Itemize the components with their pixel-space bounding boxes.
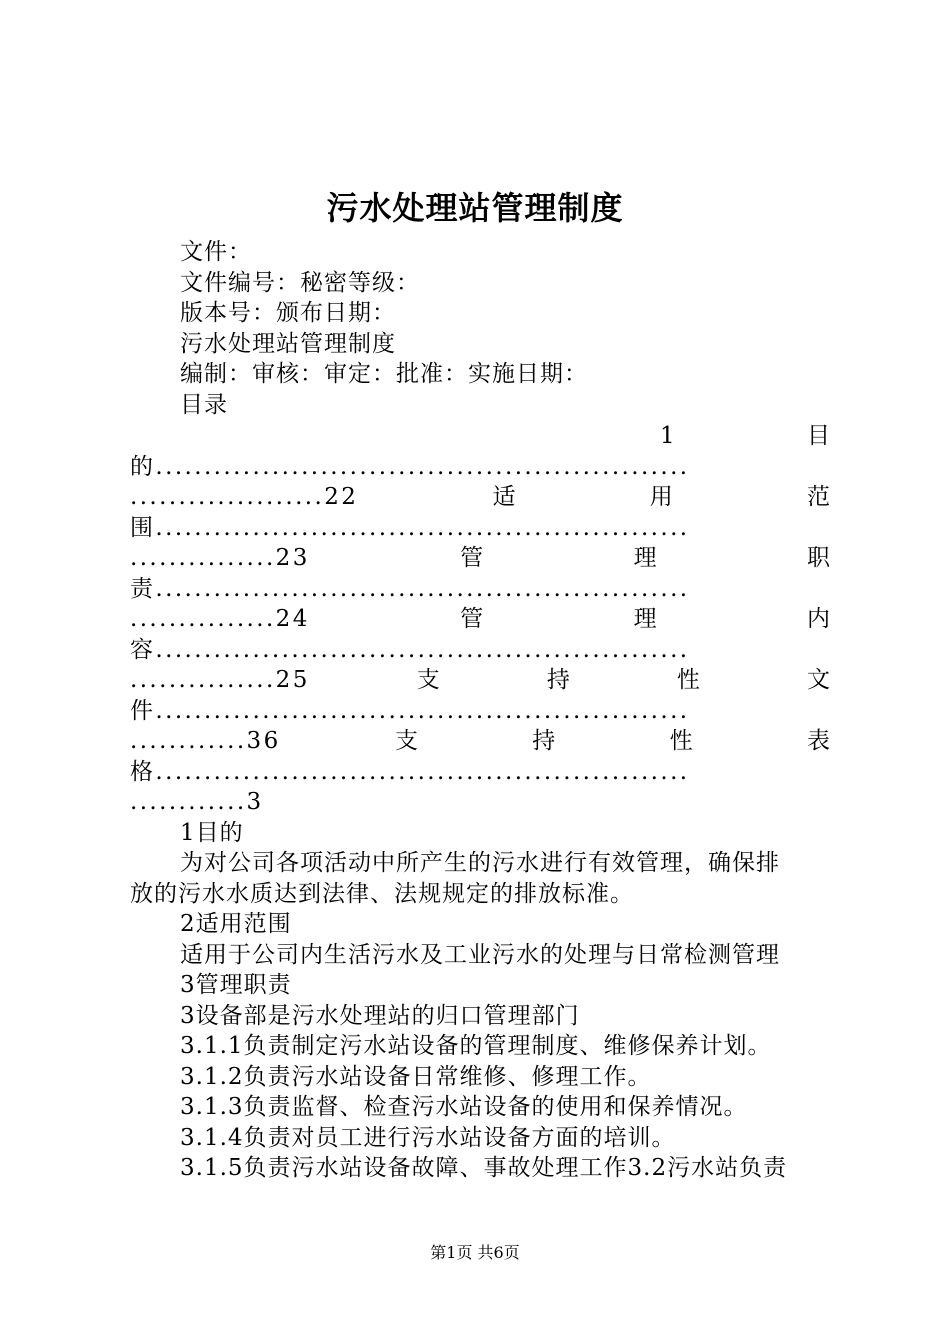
header-line-file: 文件： — [180, 239, 252, 265]
paragraph-line: 3.1.1负责制定污水站设备的管理制度、维修保养计划。 — [180, 1033, 772, 1059]
toc-row: 件....................................................... — [130, 698, 690, 724]
toc-row: ............36 支 持 性 表 — [130, 728, 830, 754]
header-line-approval: 编制：审核：审定：批准：实施日期： — [180, 361, 588, 387]
toc-row: ...............24 管 理 内 — [130, 606, 830, 632]
paragraph-line: 3.1.5负责污水站设备故障、事故处理工作3.2污水站负责 — [180, 1155, 788, 1181]
paragraph-line: 3.1.3负责监督、检查污水站设备的使用和保养情况。 — [180, 1094, 748, 1120]
toc-heading: 目录 — [180, 392, 228, 418]
toc-row: 的....................................................... — [130, 454, 690, 480]
paragraph-line: 为对公司各项活动中所产生的污水进行有效管理，确保排 — [180, 850, 780, 876]
toc-row: 责....................................................... — [130, 576, 690, 602]
document-title: 污水处理站管理制度 — [326, 189, 624, 227]
paragraph-line: 3.1.4负责对员工进行污水站设备方面的培训。 — [180, 1125, 676, 1151]
toc-row: ...............23 管 理 职 — [130, 545, 830, 571]
section-heading: 1目的 — [180, 820, 244, 846]
toc-row: 格....................................................... — [130, 759, 690, 785]
paragraph-line: 放的污水水质达到法律、法规规定的排放标准。 — [130, 881, 634, 907]
paragraph-line: 3设备部是污水处理站的归口管理部门 — [180, 1003, 580, 1029]
section-heading: 3管理职责 — [180, 972, 292, 998]
toc-row: 1 目 — [660, 423, 830, 449]
header-line-file-number: 文件编号：秘密等级： — [180, 270, 420, 296]
header-line-version: 版本号：颁布日期： — [180, 300, 396, 326]
toc-row: 容....................................................... — [130, 637, 690, 663]
toc-row: ............3 — [130, 789, 264, 815]
header-line-doc-name: 污水处理站管理制度 — [180, 331, 396, 357]
toc-row: 围....................................................... — [130, 515, 690, 541]
section-heading: 2适用范围 — [180, 911, 292, 937]
paragraph-line: 适用于公司内生活污水及工业污水的处理与日常检测管理 — [180, 942, 780, 968]
page-footer: 第1页 共6页 — [430, 1243, 520, 1262]
toc-row: ...............25 支 持 性 文 — [130, 667, 830, 693]
toc-row: ....................22 适 用 范 — [130, 484, 830, 510]
paragraph-line: 3.1.2负责污水站设备日常维修、修理工作。 — [180, 1064, 652, 1090]
